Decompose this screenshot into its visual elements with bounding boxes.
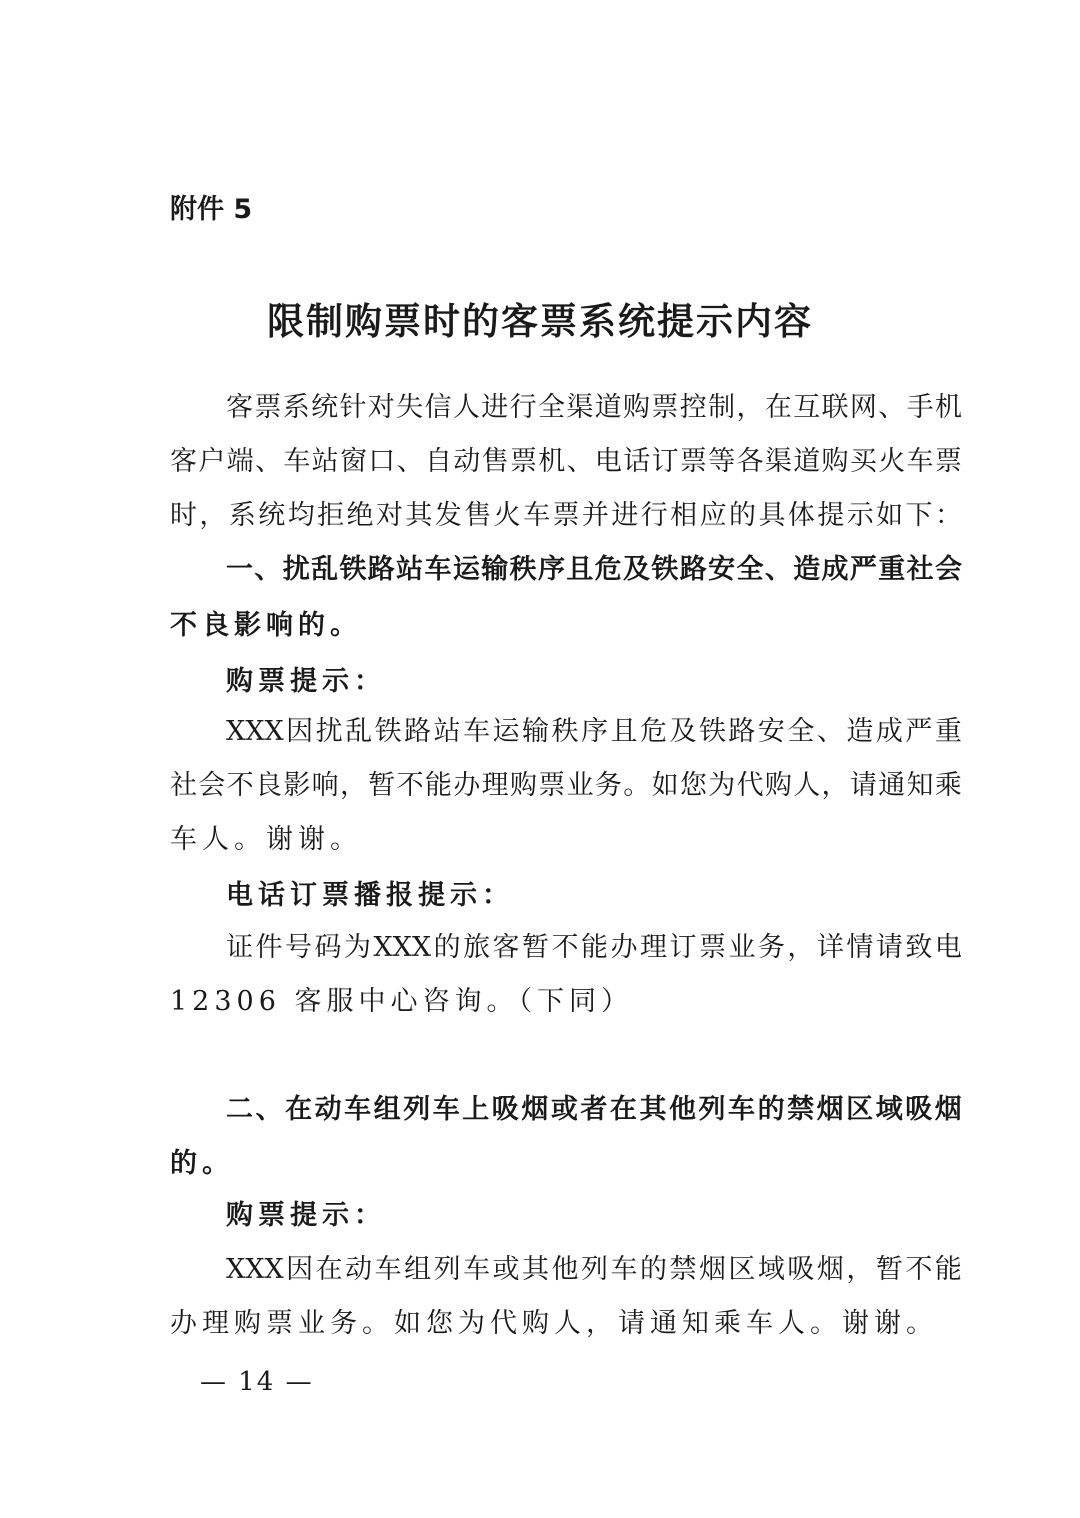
- body-line: 车人。谢谢。: [170, 824, 362, 855]
- page-number: — 14 —: [200, 1367, 314, 1397]
- body-line: 证 件 号 码 为 XXX 的 旅 客 暂 不 能 办 理 订 票 业 务 ， 详 情 请 致 电: [226, 932, 962, 963]
- attachment-label: 附件 5: [170, 194, 253, 225]
- subheading: 购票提示：: [226, 666, 386, 697]
- body-line: 办理购票业务。如您为代购人，请通知乘车人。谢谢。: [170, 1308, 938, 1339]
- subheading: 电话订票播报提示：: [226, 880, 514, 911]
- section-heading: 不良影响的。: [170, 610, 362, 641]
- subheading: 购票提示：: [226, 1200, 386, 1231]
- document-title: 限制购票时的客票系统提示内容: [267, 300, 813, 343]
- body-line: 12306 客服中心咨询。（下同）: [170, 986, 633, 1017]
- body-line: 客 户 端 、 车 站 窗 口 、 自 动 售 票 机 、 电 话 订 票 等 各 渠 道 购 买 火 车 票: [170, 446, 962, 477]
- section-heading: 一 、 扰 乱 铁 路 站 车 运 输 秩 序 且 危 及 铁 路 安 全 、 造 成 严 重 社 会: [226, 554, 962, 585]
- body-line: 时 ， 系 统 均 拒 绝 对 其 发 售 火 车 票 并 进 行 相 应 的 具 体 提 示 如 下 ：: [170, 500, 962, 531]
- body-line: XXX 因 扰 乱 铁 路 站 车 运 输 秩 序 且 危 及 铁 路 安 全 、 造 成 严 重: [226, 716, 962, 747]
- section-heading: 二 、 在 动 车 组 列 车 上 吸 烟 或 者 在 其 他 列 车 的 禁 烟 区 域 吸 烟: [226, 1094, 962, 1125]
- body-line: 客 票 系 统 针 对 失 信 人 进 行 全 渠 道 购 票 控 制 ， 在 互 联 网 、 手 机: [226, 392, 962, 423]
- body-line: 社 会 不 良 影 响 ， 暂 不 能 办 理 购 票 业 务 。 如 您 为 代 购 人 ， 请 通 知 乘: [170, 770, 962, 801]
- body-line: XXX 因 在 动 车 组 列 车 或 其 他 列 车 的 禁 烟 区 域 吸 烟 ， 暂 不 能: [226, 1254, 962, 1285]
- section-heading: 的。: [170, 1148, 234, 1179]
